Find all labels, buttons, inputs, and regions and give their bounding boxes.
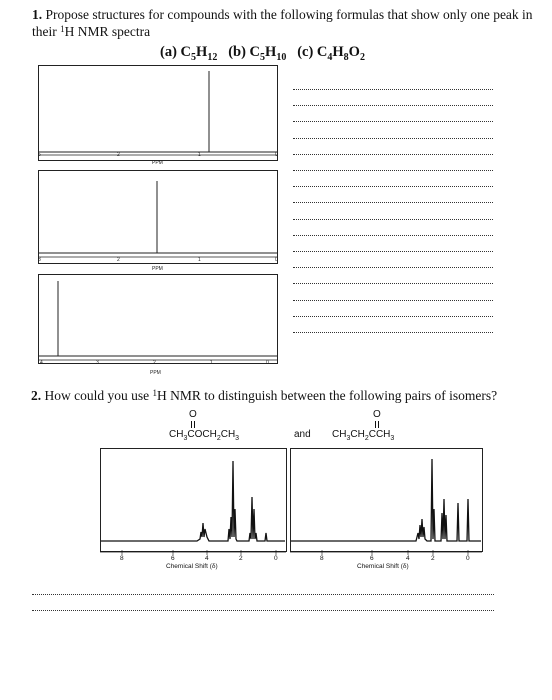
formula-b: $C_5H_{10}$ — [249, 44, 287, 63]
answer-line-q2-2[interactable] — [32, 610, 494, 611]
question-2-text-part2: H NMR to distinguish between the following pairs of isomers? — [157, 388, 498, 403]
answer-line-q1-10[interactable] — [293, 235, 493, 236]
answer-line-q1-13[interactable] — [293, 283, 493, 284]
question-2-number: 2. — [31, 388, 42, 403]
answer-line-q1-6[interactable] — [293, 170, 493, 171]
nmr-spectrum-compound-a — [100, 448, 287, 552]
compound-a-oxygen: O — [189, 409, 197, 420]
spectrum-a-trace — [101, 461, 285, 541]
spectrum-b-tick-3: 2 — [431, 555, 435, 562]
spectrum-a-tick-0: 8 — [120, 555, 124, 562]
formula-b-label: (b) — [228, 44, 246, 60]
question-2-text — [31, 388, 497, 404]
spectrum-a-tick-1: 6 — [171, 555, 175, 562]
spectrum-1-tick-0: 5 — [38, 152, 41, 158]
spectrum-3-tick-0: 4 — [40, 360, 43, 366]
compound-b-double-bond — [375, 421, 379, 428]
formula-a-label: (a) — [160, 44, 177, 60]
spectrum-3-tick-3: 1 — [210, 360, 213, 366]
spectrum-a-axis — [100, 547, 290, 559]
nmr-spectrum-1 — [38, 65, 278, 161]
answer-line-q1-2[interactable] — [293, 105, 493, 106]
spectrum-b-plot — [291, 449, 481, 550]
formula-a: $C_5H_{12}$ — [180, 44, 218, 63]
spectrum-a-plot — [101, 449, 285, 550]
spectrum-3-tick-4: 0 — [266, 360, 269, 366]
compound-b-formula: $CH_3CH_2CCH_3$ — [332, 429, 395, 442]
spectrum-b-tick-2: 4 — [406, 555, 410, 562]
question-1-text — [32, 8, 548, 39]
answer-line-q1-14[interactable] — [293, 300, 493, 301]
spectrum-1-tick-3: 0 — [275, 152, 278, 158]
question-1-number: 1. — [32, 7, 43, 22]
question-2-text-part1: How could you use — [41, 388, 153, 403]
spectrum-a-tick-2: 4 — [205, 555, 209, 562]
spectrum-3-tick-1: 3 — [96, 360, 99, 366]
nmr-spectrum-2 — [38, 170, 278, 264]
spectrum-b-xlabel: Chemical Shift (δ) — [357, 563, 409, 570]
compound-a-formula: $CH_3COCH_2CH_3$ — [169, 429, 240, 442]
answer-line-q1-8[interactable] — [293, 202, 493, 203]
answer-line-q1-1[interactable] — [293, 89, 493, 90]
formula-list — [160, 44, 365, 63]
question-1-text-part1: Propose structures for compounds with the following formulas that show only one peak in their — [32, 7, 533, 39]
conjunction-and: and — [294, 429, 311, 440]
answer-line-q1-15[interactable] — [293, 316, 493, 317]
nmr-spectrum-compound-b — [290, 448, 483, 552]
nmr-spectrum-3 — [38, 274, 278, 364]
spectrum-b-tick-0: 8 — [320, 555, 324, 562]
compound-a-double-bond — [191, 421, 195, 428]
answer-line-q1-12[interactable] — [293, 267, 493, 268]
spectrum-1-xlabel: PPM — [152, 160, 163, 166]
question-2-superscript: 1 — [152, 388, 157, 398]
spectrum-2-plot — [39, 171, 277, 263]
formula-c: $C_4H_8O_2$ — [316, 44, 365, 63]
spectrum-a-xlabel: Chemical Shift (δ) — [166, 563, 218, 570]
spectrum-2-tick-1: 2 — [117, 257, 120, 263]
spectrum-2-tick-3: 0 — [275, 257, 278, 263]
spectrum-2-xlabel: PPM — [152, 266, 163, 272]
spectrum-1-plot — [39, 66, 277, 160]
spectrum-a-tick-4: 0 — [274, 555, 278, 562]
compound-b-oxygen: O — [373, 409, 381, 420]
spectrum-3-tick-2: 2 — [153, 360, 156, 366]
formula-c-label: (c) — [297, 44, 314, 60]
question-1-text-part2: H NMR spectra — [64, 24, 151, 39]
answer-line-q1-4[interactable] — [293, 138, 493, 139]
answer-line-q1-16[interactable] — [293, 332, 493, 333]
spectrum-3-xlabel: PPM — [150, 370, 161, 376]
spectrum-a-tick-3: 2 — [239, 555, 243, 562]
answer-line-q1-7[interactable] — [293, 186, 493, 187]
answer-line-q2-1[interactable] — [32, 594, 494, 595]
answer-line-q1-11[interactable] — [293, 251, 493, 252]
spectrum-b-tick-1: 6 — [370, 555, 374, 562]
spectrum-2-tick-2: 1 — [198, 257, 201, 263]
question-1-superscript: 1 — [60, 24, 65, 34]
spectrum-1-tick-2: 1 — [198, 152, 201, 158]
answer-line-q1-5[interactable] — [293, 154, 493, 155]
answer-line-q1-9[interactable] — [293, 219, 493, 220]
answer-line-q1-3[interactable] — [293, 121, 493, 122]
spectrum-1-tick-1: 2 — [117, 152, 120, 158]
spectrum-2-tick-0: 3 — [38, 257, 41, 263]
spectrum-b-trace — [291, 459, 481, 541]
spectrum-b-tick-4: 0 — [466, 555, 470, 562]
spectrum-3-plot — [39, 275, 277, 363]
